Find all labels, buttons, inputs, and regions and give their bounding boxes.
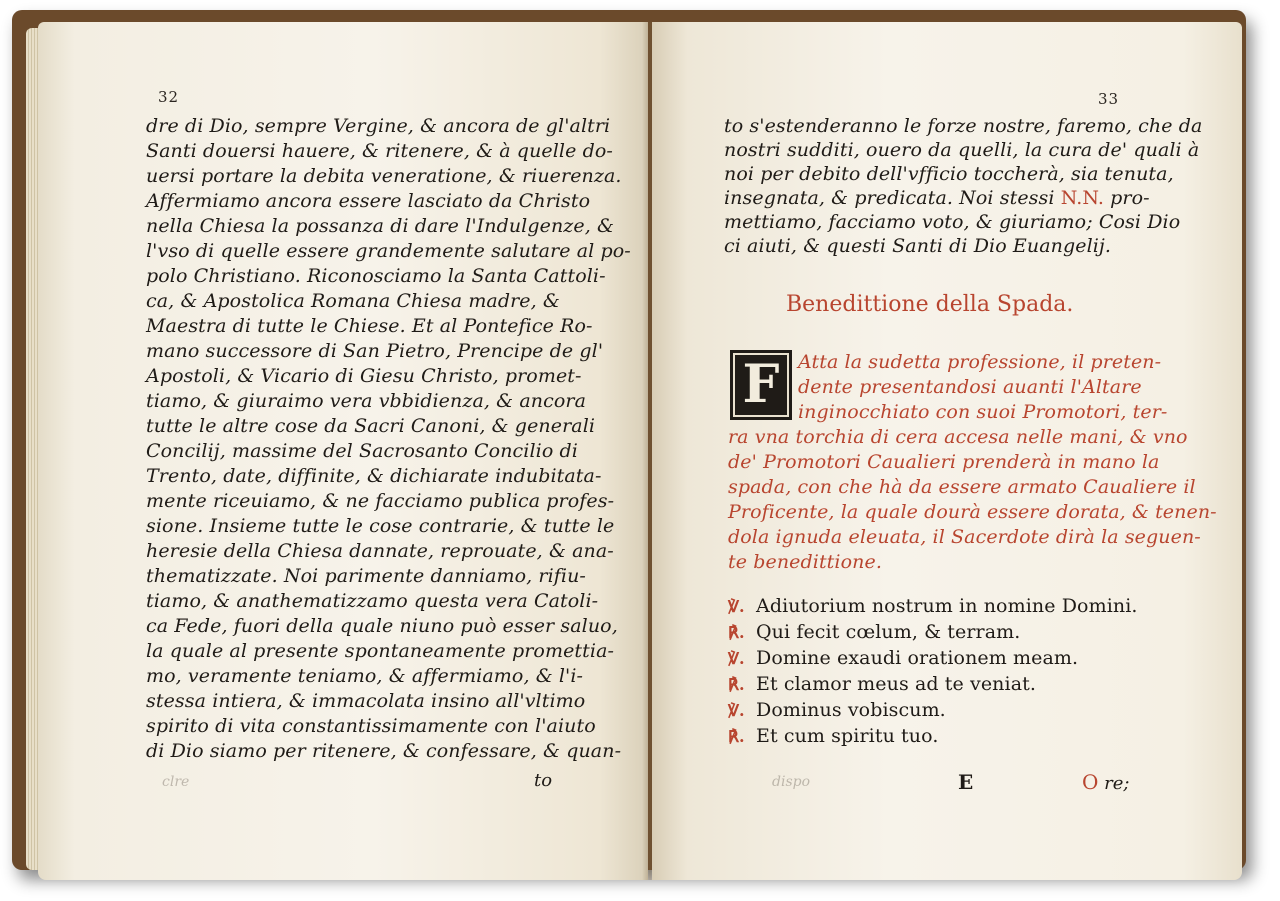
signature-mark: E [958,770,974,794]
rubric-line: spada, con che hà da essere armato Caualiere il [728,476,1196,498]
left-text-line: Santi douersi hauere, & ritenere, & à quelle do- [146,140,613,162]
verse-symbol: ℣. [728,597,745,616]
left-text-line: ca, & Apostolica Romana Chiesa madre, & [146,290,560,312]
verse-line [728,672,1036,697]
right-top-line-text: insegnata, & predicata. Noi stessi [724,187,1055,209]
left-text-line: mente riceuiamo, & ne facciamo publica profes- [146,490,615,512]
rubric-line: te benedittione. [728,551,882,573]
right-top-line: noi per debito dell'vfficio toccherà, sia tenuta, [724,163,1174,185]
rubric-line: inginocchiato con suoi Promotori, ter- [798,401,1168,423]
right-ghost-footer: dispo [772,774,811,790]
verse-text: Dominus vobiscum. [756,699,946,721]
verse-line [728,698,946,723]
verse-symbol: ℟. [728,623,745,642]
section-heading: Benedittione della Spada. [786,292,1074,317]
left-text-line: di Dio siamo per ritenere, & confessare, & quan- [146,740,622,762]
verse-symbol: ℟. [728,727,745,746]
right-top-line: mettiamo, facciamo voto, & giuriamo; Cosi Dio [724,211,1181,233]
left-text-line: heresie della Chiesa dannate, reprouate, & ana- [146,540,614,562]
left-text-line: l'vso di quelle essere grandemente salutare al po- [146,240,631,262]
left-text-line: tiamo, & giuraimo vera vbbidienza, & ancora [146,390,586,412]
drop-cap: F [730,350,792,420]
right-page-number: 33 [1098,90,1120,108]
book-spread [12,10,1246,870]
verse-symbol: ℣. [728,649,745,668]
left-page [38,22,648,880]
verse-line [728,724,938,749]
rubric-line: dente presentandosi auanti l'Altare [798,376,1142,398]
verse-text: Qui fecit cœlum, & terram. [756,621,1021,643]
left-text-line: sione. Insieme tutte le cose contrarie, & tutte le [146,515,615,537]
rubric-line: Proficente, la quale dourà essere dorata, & tenen- [728,501,1217,523]
verse-symbol: ℣. [728,701,745,720]
left-catchword: to [534,770,553,791]
left-text-line: la quale al presente spontaneamente promettia- [146,640,615,662]
right-top-line: nostri sudditi, ouero da quelli, la cura de' quali à [724,139,1200,161]
left-text-line: tiamo, & anathematizzamo questa vera Catoli- [146,590,599,612]
left-page-number: 32 [158,88,180,106]
left-text-line: polo Christiano. Riconosciamo la Santa Cattoli- [146,265,606,287]
left-text-line: dre di Dio, sempre Vergine, & ancora de gl'altri [146,115,611,137]
rubric-line: Atta la sudetta professione, il preten- [798,351,1162,373]
rubric-line: dola ignuda eleuata, il Sacerdote dirà la seguen- [728,526,1201,548]
right-page [652,22,1242,880]
rubric-line: de' Promotori Caualieri prenderà in mano la [728,451,1160,473]
nn-suffix: pro- [1110,187,1150,209]
left-text-line: ca Fede, fuori della quale niuno può esser saluo, [146,615,618,637]
left-text-line: mo, veramente teniamo, & affermiamo, & l'i- [146,665,584,687]
left-text-line: Affermiamo ancora essere lasciato da Christo [146,190,591,212]
verse-symbol: ℟. [728,675,745,694]
left-text-line: Maestra di tutte le Chiese. Et al Pontefice Ro- [146,315,593,337]
left-ghost-catchword: clre [162,774,190,790]
left-text-line: tutte le altre cose da Sacri Canoni, & generali [146,415,596,437]
verse-text: Adiutorium nostrum in nomine Domini. [756,595,1138,617]
verse-line [728,620,1020,645]
left-text-line: uersi portare la debita veneratione, & riuerenza. [146,165,622,187]
verse-line [728,646,1078,671]
left-text-line: stessa intiera, & immacolata insino all'vltimo [146,690,586,712]
left-text-line: Trento, date, diffinite, & dichiarate indubitata- [146,465,602,487]
left-text-line: mano successore di San Pietro, Prencipe de gl' [146,340,604,362]
verse-text: Et clamor meus ad te veniat. [756,673,1036,695]
nn-label: N.N. [1060,187,1105,209]
left-text-line: nella Chiesa la possanza di dare l'Indulgenze, & [146,215,615,237]
catchword-red-letter: O [1082,770,1099,794]
right-catchword [1082,770,1129,794]
left-text-line: thematizzate. Noi parimente danniamo, rifiu- [146,565,586,587]
left-text-line: Concilij, massime del Sacrosanto Concilio di [146,440,578,462]
rubric-line: ra vna torchia di cera accesa nelle mani, & vno [728,426,1188,448]
left-text-line: spirito di vita constantissimamente con l'aiuto [146,715,596,737]
right-top-line: to s'estenderanno le forze nostre, faremo, che da [724,115,1203,137]
verse-text: Domine exaudi orationem meam. [756,647,1079,669]
right-top-line [724,186,1150,210]
verse-text: Et cum spiritu tuo. [756,725,939,747]
right-top-line: ci aiuti, & questi Santi di Dio Euangelij. [724,235,1112,257]
verse-line [728,594,1138,619]
catchword-text: re; [1104,773,1130,794]
left-text-line: Apostoli, & Vicario di Giesu Christo, promet- [146,365,582,387]
